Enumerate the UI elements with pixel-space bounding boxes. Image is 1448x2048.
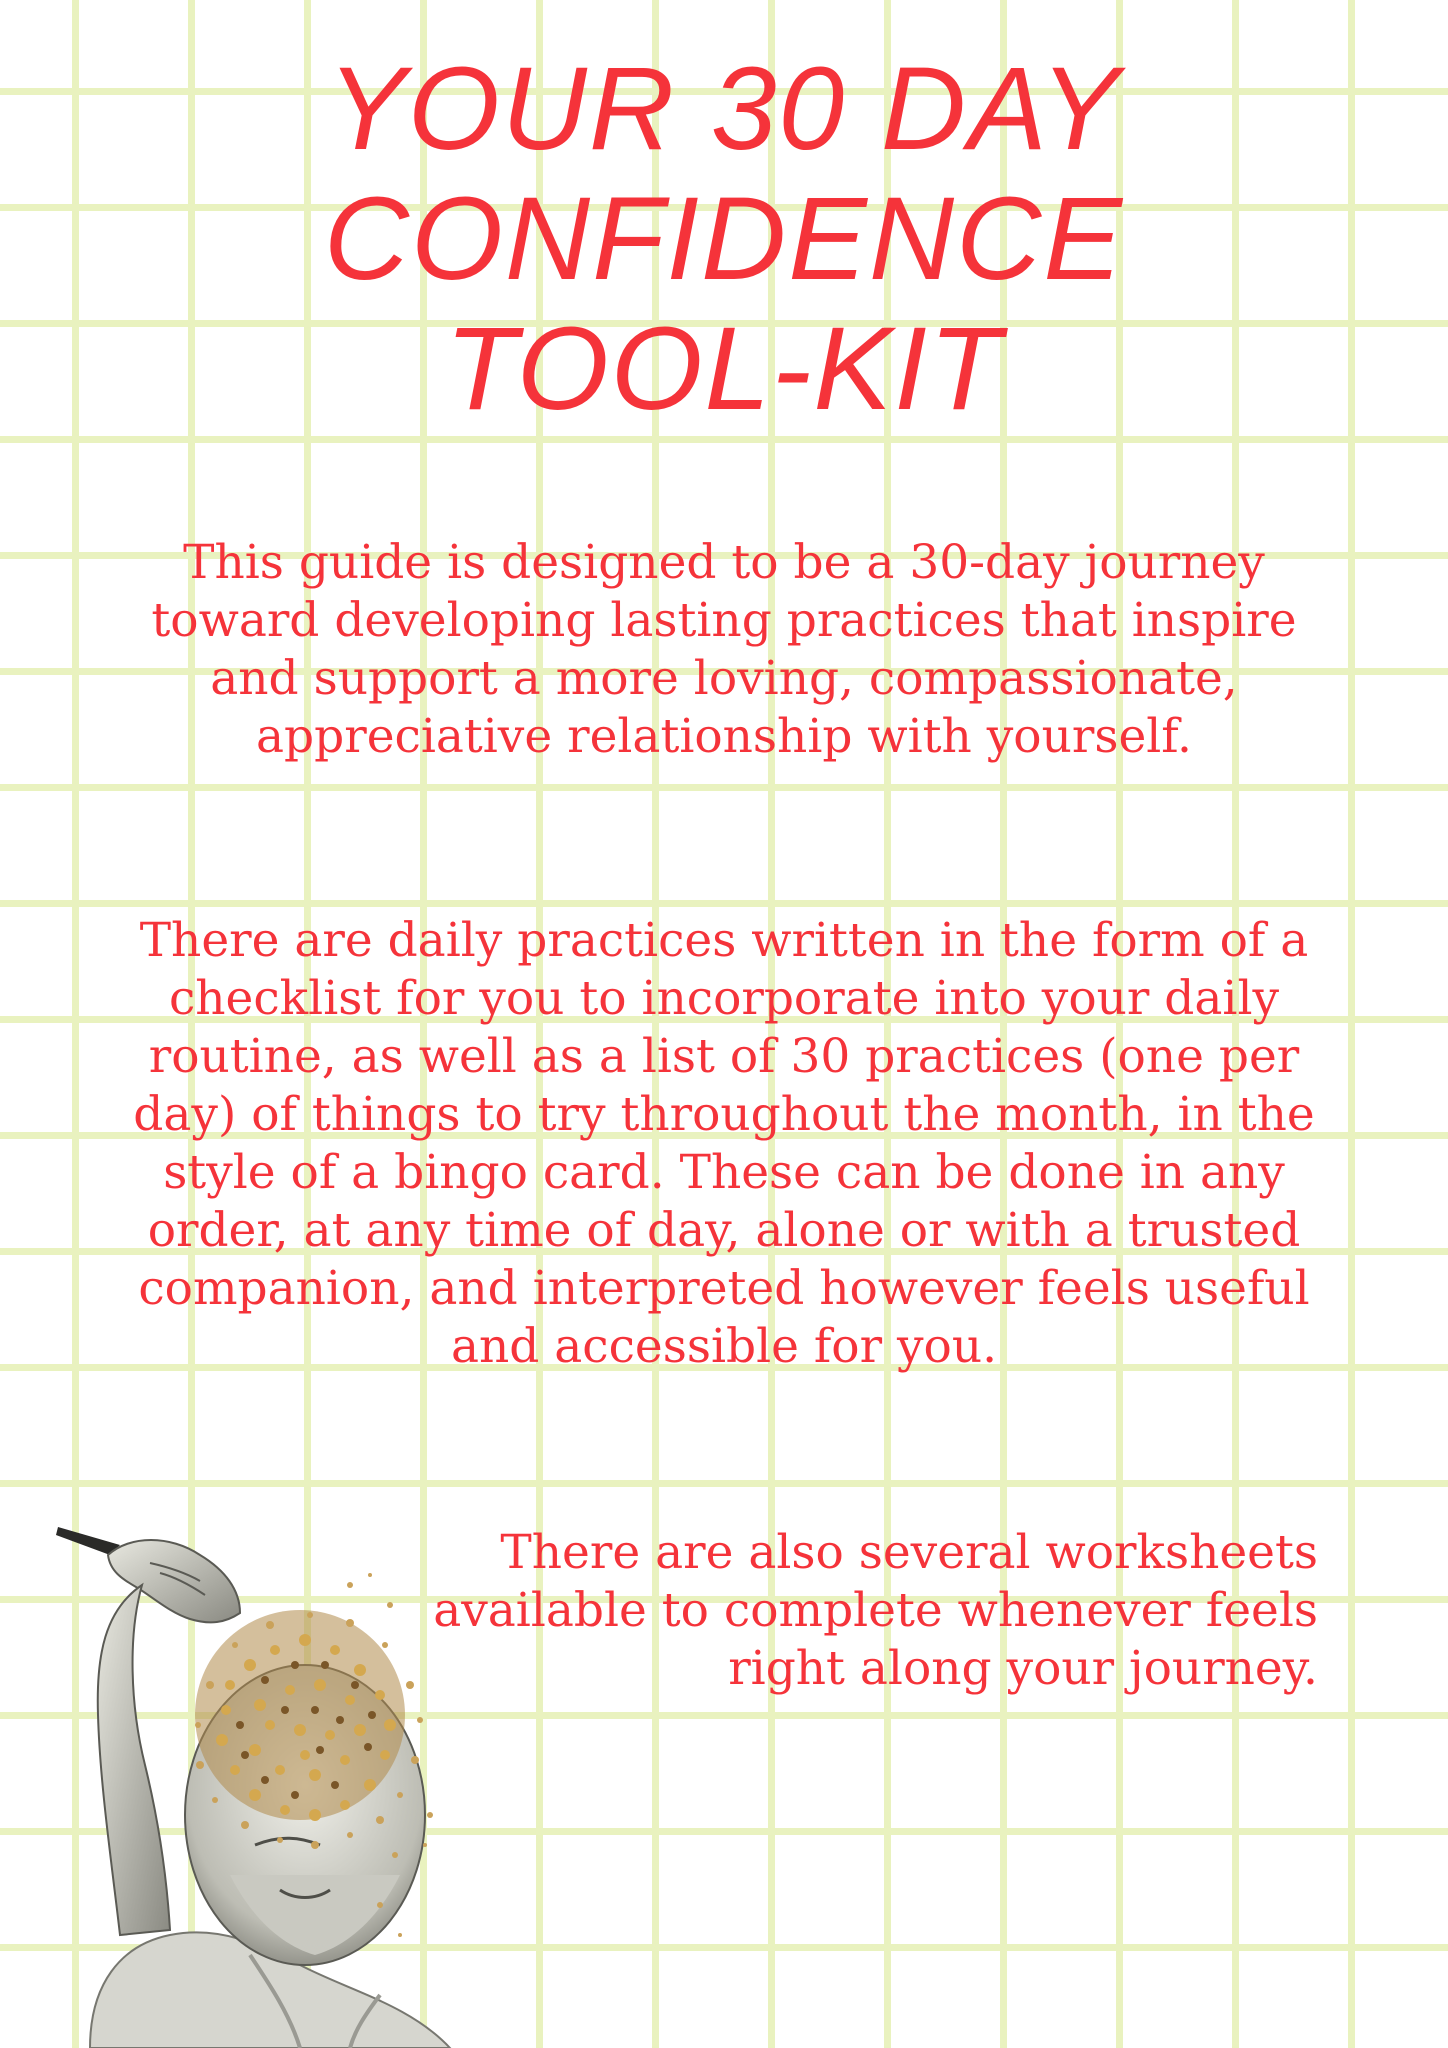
title-line-2: CONFIDENCE [323,173,1125,305]
collage-svg [50,1515,510,2048]
page-title [0,44,1448,434]
title-line-1: YOUR 30 DAY [327,43,1121,175]
collage-illustration [50,1515,510,2048]
practices-paragraph: There are daily practices written in the form of a checklist for you to incorporate into your daily routine, as well as a list of 30 practices (one per day) of things to try throughout the month, in the style of a bingo card. These can be done in any order, at any time of day, alone or with a trusted companion, and interpreted however feels useful and accessible for you. [133,913,1315,1374]
intro-paragraph: This guide is designed to be a 30-day journey toward developing lasting practices that inspire and support a more loving, compassionate, appreciative relationship with yourself. [151,535,1297,764]
worksheets-paragraph: There are also several worksheets available to complete whenever feels right along your journey. [433,1525,1318,1696]
title-line-3: TOOL-KIT [444,303,1003,435]
scissor-blade-icon [56,1527,120,1555]
